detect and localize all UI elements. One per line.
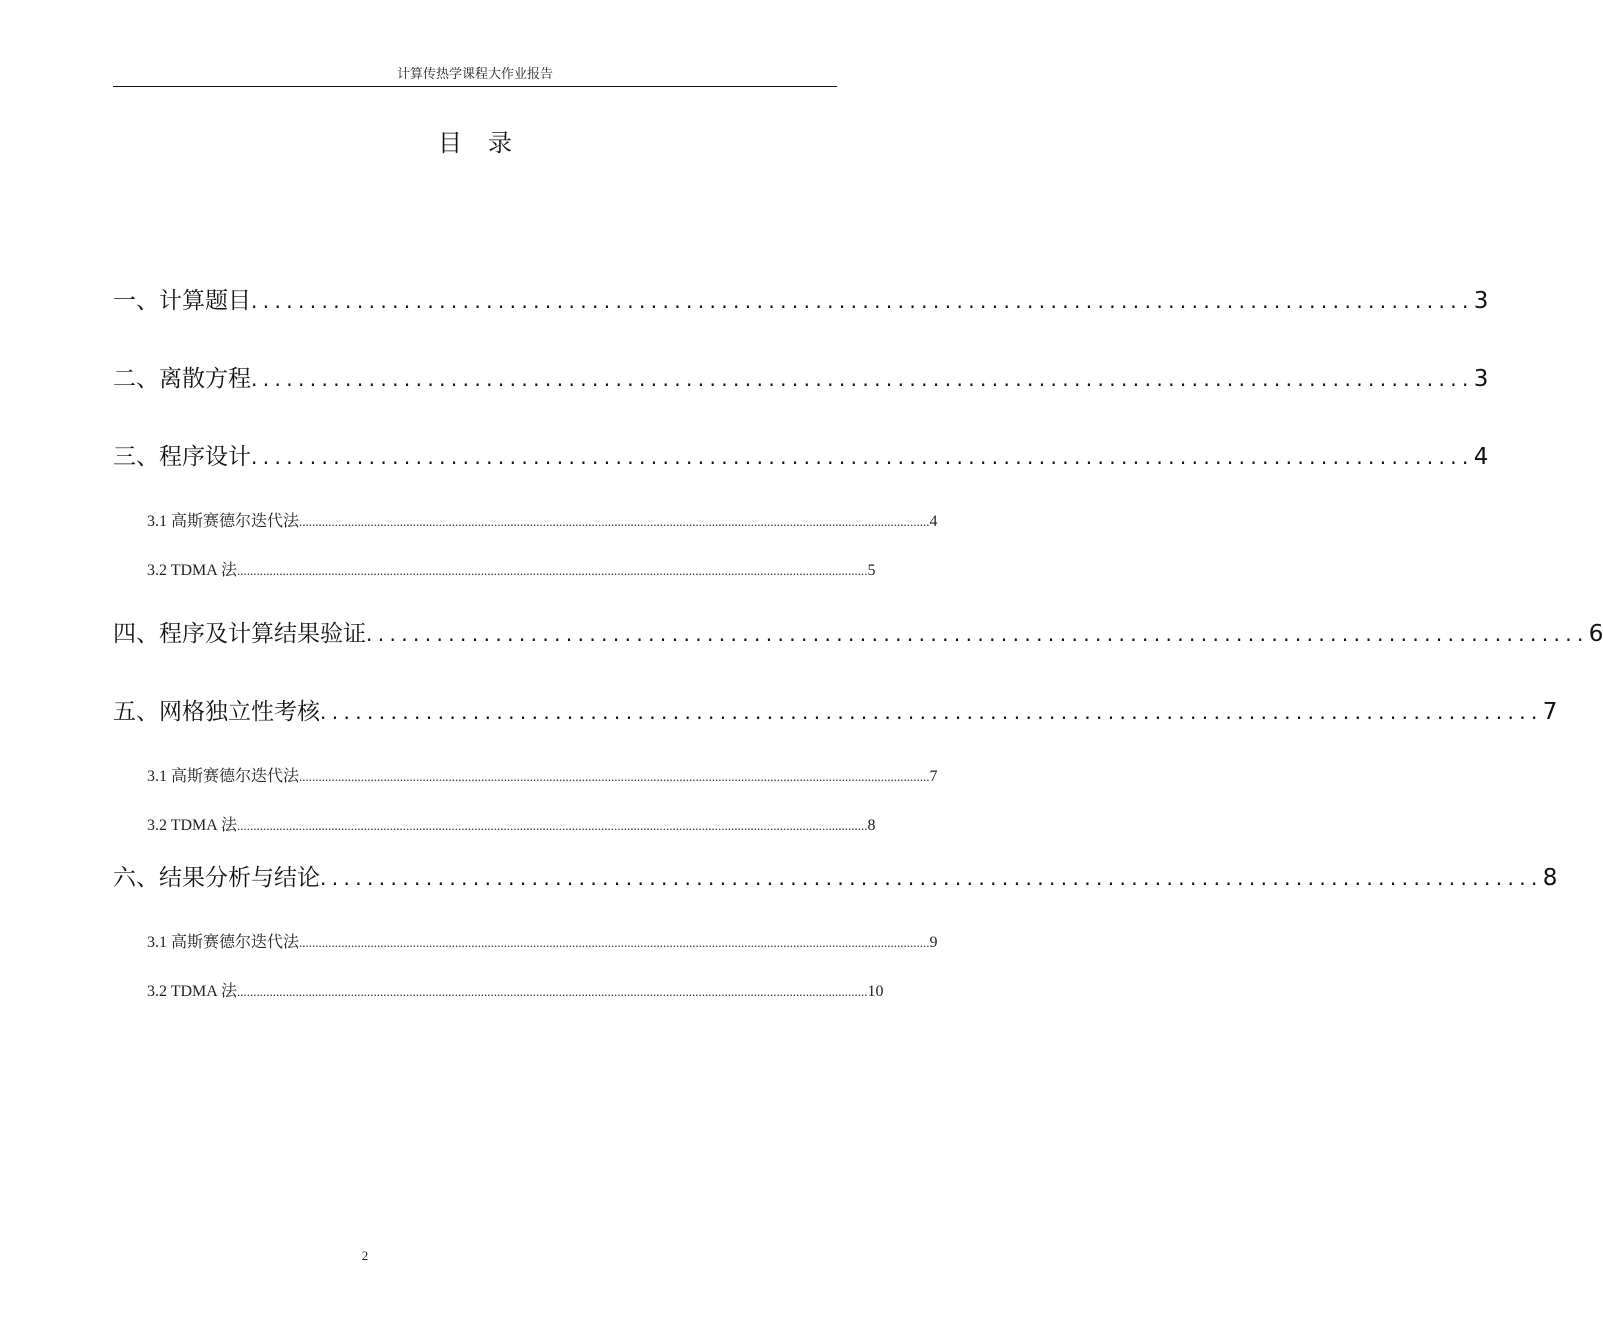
toc-subentry-3-2[interactable] bbox=[147, 557, 876, 579]
toc-leader-dots: ........................................................................................................ bbox=[366, 622, 1589, 646]
toc-leader-dots: .................................................................................................................................................................................................. bbox=[236, 818, 868, 833]
toc-entry-page: 5 bbox=[867, 562, 876, 579]
toc-entry-page: 4 bbox=[929, 513, 938, 530]
toc-entry-3[interactable] bbox=[113, 438, 1489, 472]
toc-entry-label: 一、计算题目 bbox=[113, 288, 251, 314]
toc-leader-dots: ........................................................................................................ bbox=[251, 445, 1474, 469]
toc-leader-dots: .................................................................................................................................................................................................. bbox=[299, 514, 930, 529]
toc-leader-dots: ........................................................................................................ bbox=[251, 289, 1474, 313]
toc-leader-dots: .................................................................................................................................................................................................. bbox=[299, 769, 930, 784]
toc-subentry-5-1[interactable] bbox=[147, 763, 938, 785]
running-header: 计算传热学课程大作业报告 bbox=[113, 66, 837, 87]
toc-entry-label: 三、程序设计 bbox=[113, 444, 251, 470]
toc-entry-label: 六、结果分析与结论 bbox=[113, 865, 320, 891]
toc-entry-label: 3.2 TDMA 法 bbox=[147, 817, 237, 834]
toc-subentry-5-2[interactable] bbox=[147, 812, 876, 834]
toc-entry-page: 9 bbox=[929, 934, 938, 951]
toc-leader-dots: .................................................................................................................................................................................................. bbox=[299, 935, 930, 950]
toc-entry-page: 6 bbox=[1588, 621, 1603, 647]
toc-subentry-3-1[interactable] bbox=[147, 508, 938, 530]
toc-entry-page: 3 bbox=[1473, 366, 1489, 392]
toc-entry-page: 4 bbox=[1473, 444, 1489, 470]
toc-entry-label: 四、程序及计算结果验证 bbox=[113, 621, 366, 647]
toc-entry-label: 3.2 TDMA 法 bbox=[147, 983, 237, 1000]
toc-entry-6[interactable] bbox=[113, 859, 1558, 893]
toc-entry-label: 五、网格独立性考核 bbox=[113, 699, 320, 725]
toc-entry-2[interactable] bbox=[113, 360, 1489, 394]
toc-leader-dots: .................................................................................................................................................................................................. bbox=[236, 563, 868, 578]
toc-entry-page: 8 bbox=[867, 817, 876, 834]
toc-entry-page: 10 bbox=[867, 983, 884, 1000]
toc-entry-page: 7 bbox=[929, 768, 938, 785]
toc-entry-label: 二、离散方程 bbox=[113, 366, 251, 392]
toc-entry-page: 3 bbox=[1473, 288, 1489, 314]
toc-leader-dots: ........................................................................................................ bbox=[320, 700, 1543, 724]
toc-entry-page: 7 bbox=[1542, 699, 1558, 725]
toc-subentry-6-1[interactable] bbox=[147, 929, 938, 951]
toc-leader-dots: .................................................................................................................................................................................................. bbox=[236, 984, 868, 999]
toc-leader-dots: ........................................................................................................ bbox=[251, 367, 1474, 391]
toc-entry-1[interactable] bbox=[113, 282, 1489, 316]
toc-leader-dots: ........................................................................................................ bbox=[320, 866, 1543, 890]
toc-entry-page: 8 bbox=[1542, 865, 1558, 891]
toc-entry-4[interactable] bbox=[113, 615, 1603, 649]
toc-entry-5[interactable] bbox=[113, 693, 1558, 727]
toc-entry-label: 3.1 高斯赛德尔迭代法 bbox=[147, 934, 300, 951]
toc-entry-label: 3.1 高斯赛德尔迭代法 bbox=[147, 513, 300, 530]
page-number: 2 bbox=[361, 1248, 369, 1263]
toc-entry-label: 3.1 高斯赛德尔迭代法 bbox=[147, 768, 300, 785]
toc-subentry-6-2[interactable] bbox=[147, 978, 884, 1000]
toc-title: 目录 bbox=[438, 129, 538, 157]
toc-entry-label: 3.2 TDMA 法 bbox=[147, 562, 237, 579]
